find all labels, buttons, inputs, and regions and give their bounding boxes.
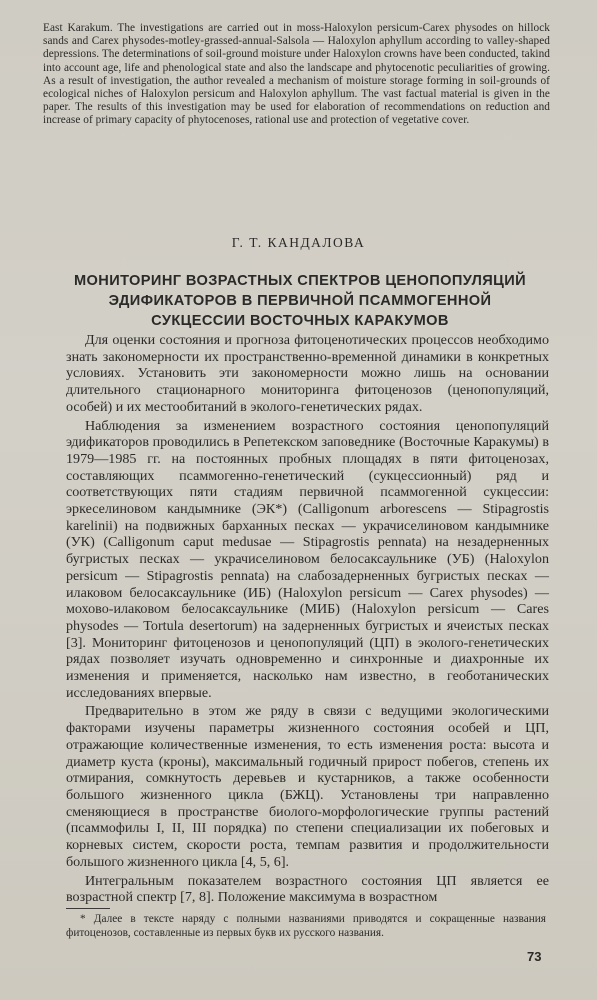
- article-body: [66, 332, 549, 908]
- body-paragraph-3: Предварительно в этом же ряду в связи с ведущими экологическими факторами изучены параметры жизненного состояния особей и ЦП, отражающие количественные изменения, то есть изменения роста: высота и диаметр куста (кроны), максимальный годичный прирост побегов, степень их отмирания, сомкнутость деревьев и кустарников, а также особенности большого жизненного цикла (БЖЦ). Установлены три направленно сменяющиеся в пространстве биолого-морфологические группы растений (псаммофилы I, II, III порядка) по степени специализации их побеговых и корневых систем, скорости роста, темпам развития и продолжительности большого жизненного цикла [4, 5, 6].: [66, 703, 549, 870]
- article-title: [30, 271, 570, 331]
- title-line-2: ЭДИФИКАТОРОВ В ПЕРВИЧНОЙ ПСАММОГЕННОЙ: [108, 293, 492, 309]
- title-line-1: МОНИТОРИНГ ВОЗРАСТНЫХ СПЕКТРОВ ЦЕНОПОПУЛЯЦИЙ: [73, 273, 527, 289]
- body-paragraph-4: Интегральным показателем возрастного состояния ЦП является ее возрастной спектр [7, 8]. Положение максимума в возрастном: [66, 872, 549, 906]
- title-line-3: СУКЦЕССИИ ВОСТОЧНЫХ КАРАКУМОВ: [151, 313, 449, 329]
- footnote-rule: [66, 908, 110, 909]
- english-abstract: East Karakum. The investigations are carried out in moss-Haloxylon persicum-Carex physodes on hillock sands and Carex physodes-motley-grassed-annual-Salsola — Haloxylon aphyllum according to valley-shaped depressions. The determinations of soil-ground moisture under Haloxylon crowns have been conducted, takind into account age, life and phenological state and also the landscape and phytocenotic peculiarities of growing. As a result of investigation, the author revealed a mechanism of moisture storage forming in soil-grounds of ecological niches of Haloxylon persicum and Haloxylon aphyllum. The vast factual material is given in the paper. The results of this investigation may be used for elaboration of recommendations on reduction and increase of primary capacity of phytocenoses, rational use and protection of vegetative cover.: [43, 22, 550, 127]
- body-paragraph-2: Наблюдения за изменением возрастного состояния ценопопуляций эдификаторов проводились в Репетекском заповеднике (Восточные Каракумы) в 1979—1985 гг. на постоянных пробных площадях в пяти фитоценозах, составляющих псаммогенно-генетический (сукцессионный) ряд и соответствующих пяти стадиям первичной псаммогенной сукцессии: эркеселиновом кандымнике (ЭК*) (Calligonum arborescens — Stipagrostis karelinii) на подвижных барханных песках — украчиселиновом кандымнике (УК) (Calligonum caput medusae — Stipagrostis pennata) на незадерненных бугристых песках — украчиселиновом белосаксаульнике (УБ) (Haloxylon persicum — Stipagrostis pennata) на слабозадерненных бугристых песках — илаковом белосаксаульнике (ИБ) (Haloxylon persicum — Carex physodes) — мохово-илаковом белосаксаульнике (МИБ) (Haloxylon persicum — Cares physodes — Tortula desertorum) на задерненных бугристых и ячеистых песках [3]. Мониторинг фитоценозов и ценопопуляций (ЦП) в эколого-генетических рядах позволяет изучать одновременно и синхронные и диахронные их изменения и применяется, насколько нам известно, в геоботанических исследованиях впервые.: [66, 417, 549, 701]
- page-number: 73: [527, 949, 542, 964]
- footnote: * Далее в тексте наряду с полными названиями приводятся и сокращенные названия фитоценозов, составленные из первых букв их русского названия.: [66, 913, 546, 939]
- body-paragraph-1: Для оценки состояния и прогноза фитоценотических процессов необходимо знать закономерности их пространственно-временной динамики в конкретных условиях. Установить эти закономерности можно лишь на основании длительного стационарного мониторинга фитоценозов (ценопопуляций, особей) и их местообитаний в эколого-генетических рядах.: [66, 332, 549, 415]
- article-author: Г. Т. КАНДАЛОВА: [231, 235, 366, 250]
